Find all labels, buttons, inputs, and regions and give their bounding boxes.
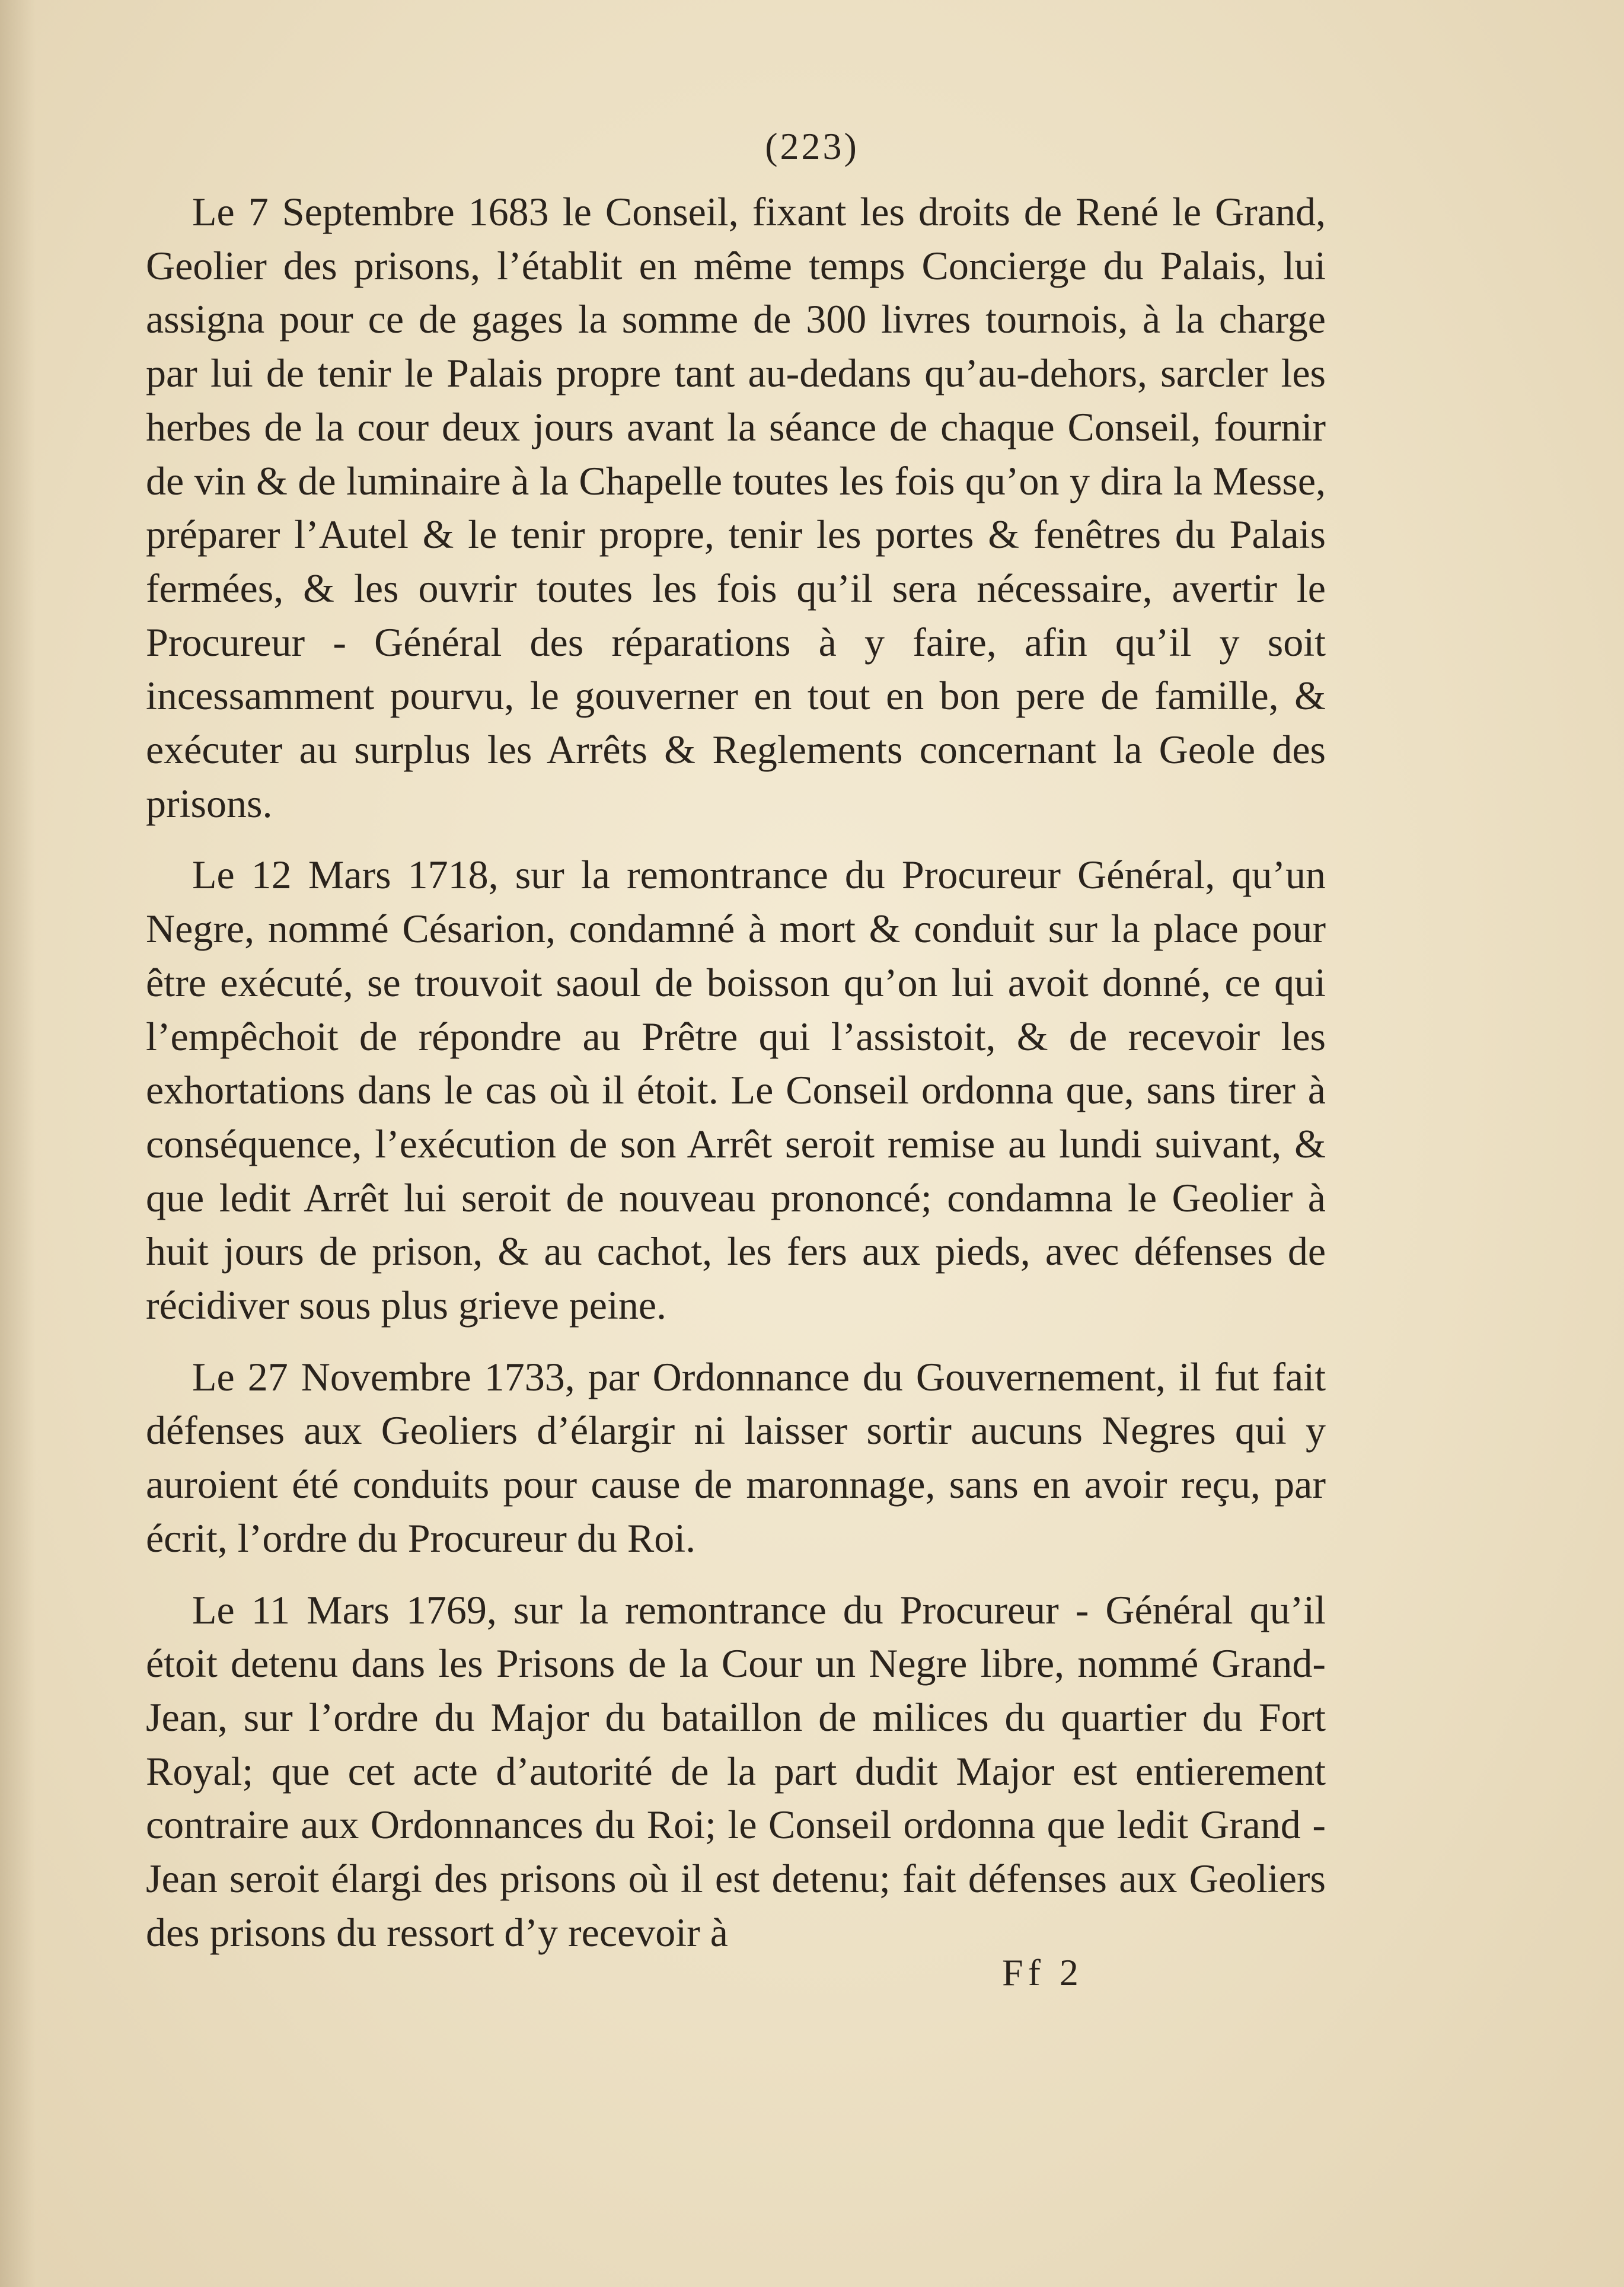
- paragraph-1718: Le 12 Mars 1718, sur la remontrance du Procureur Général, qu’un Negre, nommé Césarion, condamné à mort & conduit sur la place pour être exécuté, se trouvoit saoul de boisson qu’on lui avoit donné, ce qui l’empêchoit de répondre au Prêtre qui l’assistoit, & de recevoir les exhortations dans le cas où il étoit. Le Conseil ordonna que, sans tirer à conséquence, l’exécution de son Arrêt seroit remise au lundi suivant, & que ledit Arrêt lui seroit de nouveau prononcé; condamna le Geolier à huit jours de prison, & au cachot, les fers aux pieds, avec défenses de récidiver sous plus grieve peine.: [146, 852, 1326, 1328]
- spine-shadow: [0, 0, 36, 2287]
- text-block: [146, 185, 1326, 1977]
- signature-mark: Ff 2: [1002, 1951, 1083, 1993]
- paragraph-1683: Le 7 Septembre 1683 le Conseil, fixant les droits de René le Grand, Geolier des prisons, l’établit en même temps Concierge du Palais, lui assigna pour ce de gages la somme de 300 livres tournois, à la charge par lui de tenir le Palais propre tant au-dedans qu’au-dehors, sarcler les herbes de la cour deux jours avant la séance de chaque Conseil, fournir de vin & de luminaire à la Chapelle toutes les fois qu’on y dira la Messe, préparer l’Autel & le tenir propre, tenir les portes & fenêtres du Palais fermées, & les ouvrir toutes les fois qu’il sera nécessaire, avertir le Procureur - Général des réparations à y faire, afin qu’il y soit incessamment pourvu, le gouverner en tout en bon pere de famille, & exécuter au surplus les Arrêts & Reglements concernant la Geole des prisons.: [146, 189, 1326, 826]
- paragraph-1769: Le 11 Mars 1769, sur la remontrance du Procureur - Général qu’il étoit detenu dans les Prisons de la Cour un Negre libre, nommé Grand-Jean, sur l’ordre du Major du bataillon de milices du quartier du Fort Royal; que cet acte d’autorité de la part dudit Major est entierement contraire aux Ordonnances du Roi; le Conseil ordonna que ledit Grand - Jean seroit élargi des prisons où il est detenu; fait défenses aux Geoliers des prisons du ressort d’y recevoir à: [146, 1587, 1326, 1955]
- paragraph-1733: Le 27 Novembre 1733, par Ordonnance du Gouvernement, il fut fait défenses aux Geoliers d’élargir ni laisser sortir aucuns Negres qui y auroient été conduits pour cause de maronnage, sans en avoir reçu, par écrit, l’ordre du Procureur du Roi.: [146, 1354, 1326, 1561]
- page-number: (223): [765, 125, 859, 167]
